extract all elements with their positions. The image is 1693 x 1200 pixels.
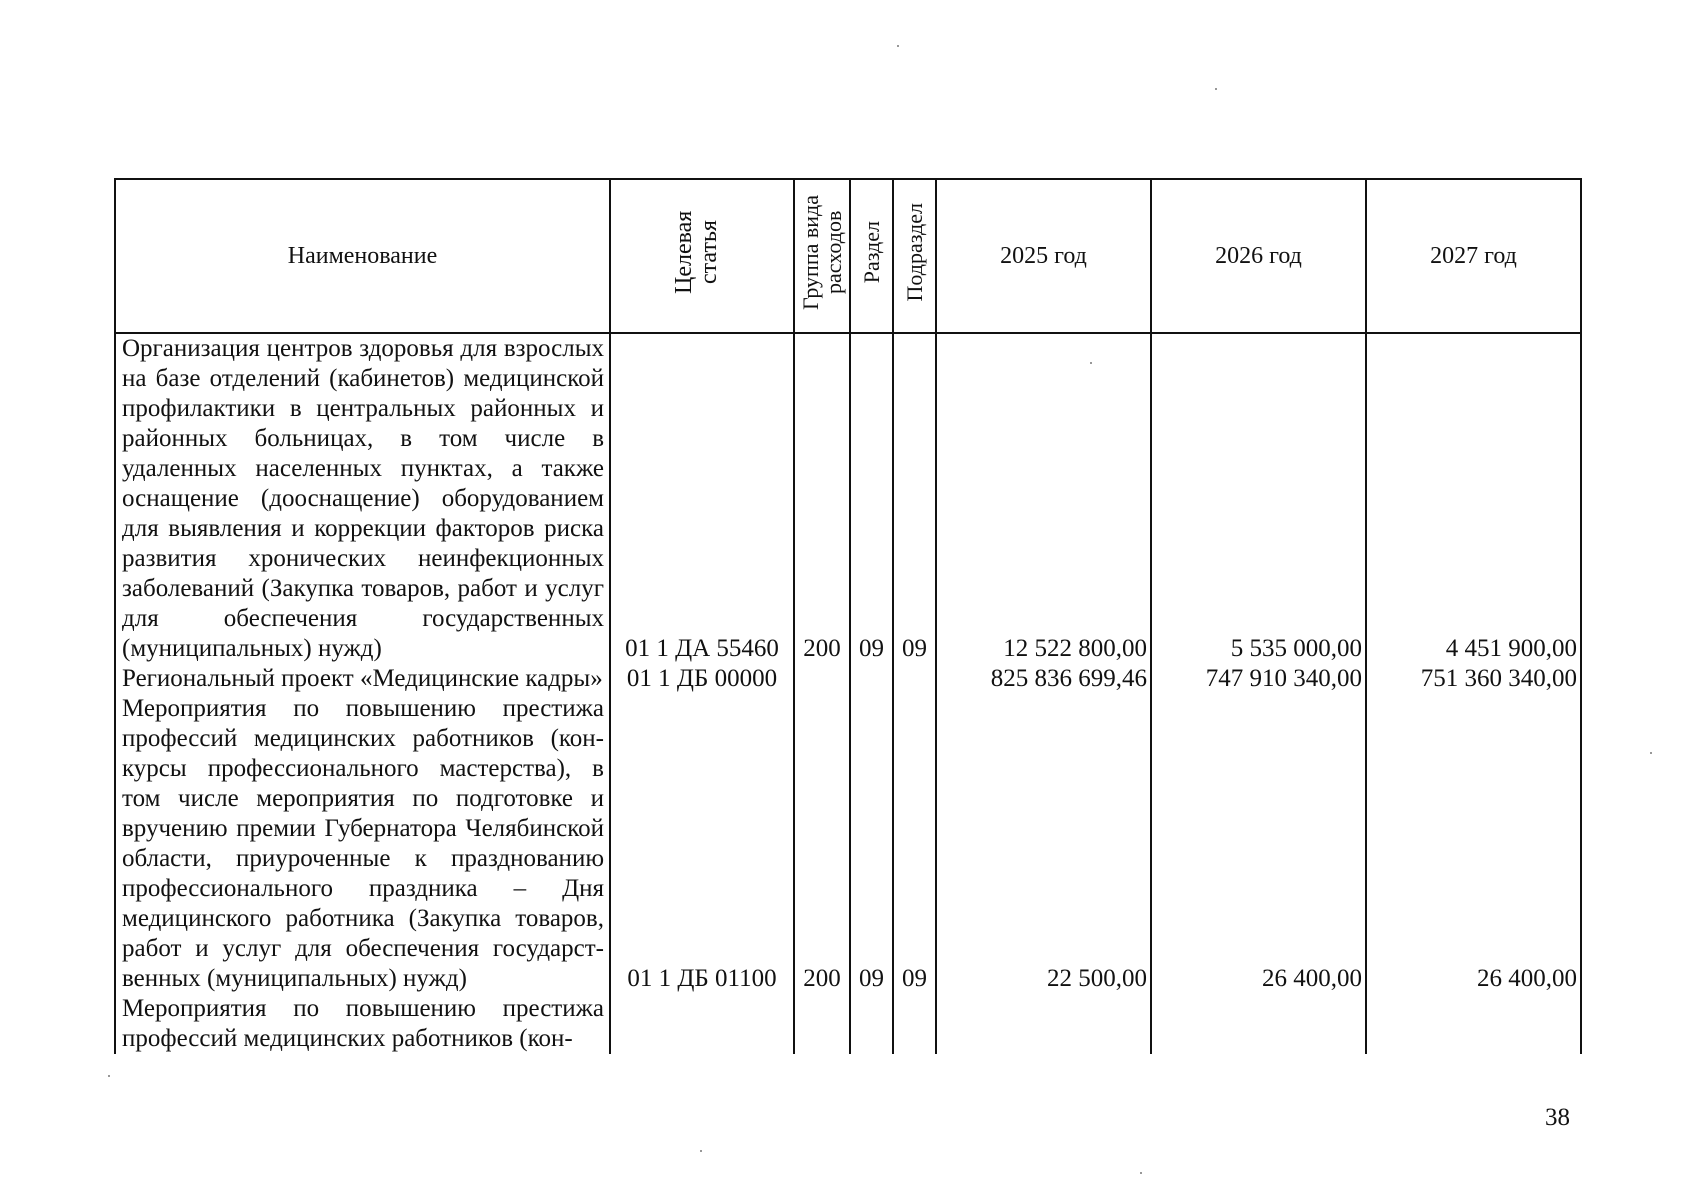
header-subsection: Подраздел	[893, 179, 936, 333]
row-amount-2025: 825 836 699,46	[936, 664, 1151, 694]
row-section: 09	[850, 694, 893, 994]
header-year-2025: 2025 год	[936, 179, 1151, 333]
row-section: 09	[850, 333, 893, 664]
table-row	[115, 694, 1581, 994]
row-amount-2027: 751 360 340,00	[1366, 664, 1581, 694]
row-amount-2026: 26 400,00	[1151, 694, 1366, 994]
scan-speck	[1090, 362, 1092, 364]
row-section	[850, 994, 893, 1054]
row-name: Организация центров здоровья для взрослых на базе отделений (кабинетов) медицинской профилактики в центральных районных и районных больницах, в том числе в удаленных населенных пунктах, а также оснащение (дооснащение) оборудованием для выявления и коррекции факторов риска развития хронических неинфекционных заболеваний (Закупка товаров, работ и услуг для обеспечения государственных (муниципальных) нужд)	[115, 333, 610, 664]
row-amount-2026: 747 910 340,00	[1151, 664, 1366, 694]
row-target-article	[610, 994, 794, 1054]
header-expense-group: Группа вида расходов	[794, 179, 850, 333]
header-year-2026: 2026 год	[1151, 179, 1366, 333]
row-amount-2027	[1366, 994, 1581, 1054]
row-amount-2025	[936, 994, 1151, 1054]
row-expense-group	[794, 994, 850, 1054]
scan-speck	[108, 1075, 110, 1077]
page-number: 38	[1545, 1104, 1570, 1131]
row-subsection: 09	[893, 694, 936, 994]
table-header-row	[115, 179, 1581, 333]
row-subsection	[893, 994, 936, 1054]
row-target-article: 01 1 ДБ 01100	[610, 694, 794, 994]
header-name: Наименование	[115, 179, 610, 333]
table-row	[115, 664, 1581, 694]
row-amount-2026: 5 535 000,00	[1151, 333, 1366, 664]
row-expense-group: 200	[794, 333, 850, 664]
scan-speck	[897, 45, 899, 47]
row-subsection	[893, 664, 936, 694]
row-name: Мероприятия по повышению престижа профессий медицинских работников (конкурсы профессионального мастерства), в том числе мероприятия по подготовке и вручению премии Губернатора Челябинской области, приуроченные к празднованию профессионального праздника – Дня медицинского работника (Закупка товаров, работ и услуг для обеспечения государственных (муниципальных) нужд)	[115, 694, 610, 994]
header-year-2027: 2027 год	[1366, 179, 1581, 333]
scan-speck	[1650, 752, 1652, 754]
scan-speck	[1215, 88, 1217, 90]
header-section: Раздел	[850, 179, 893, 333]
row-target-article: 01 1 ДА 55460	[610, 333, 794, 664]
table-row	[115, 994, 1581, 1054]
row-expense-group	[794, 664, 850, 694]
row-subsection: 09	[893, 333, 936, 664]
row-amount-2027: 26 400,00	[1366, 694, 1581, 994]
row-amount-2025: 22 500,00	[936, 694, 1151, 994]
budget-table	[114, 178, 1582, 1054]
row-section	[850, 664, 893, 694]
row-amount-2026	[1151, 994, 1366, 1054]
scan-speck	[1140, 1172, 1142, 1174]
row-name: Мероприятия по повышению престижа профессий медицинских работников (кон-	[115, 994, 610, 1054]
row-name: Региональный проект «Медицинские кадры»	[115, 664, 610, 694]
row-target-article: 01 1 ДБ 00000	[610, 664, 794, 694]
row-amount-2025: 12 522 800,00	[936, 333, 1151, 664]
row-amount-2027: 4 451 900,00	[1366, 333, 1581, 664]
table-row	[115, 333, 1581, 664]
header-target-article: Целевая статья	[610, 179, 794, 333]
scan-speck	[700, 1150, 702, 1152]
row-expense-group: 200	[794, 694, 850, 994]
